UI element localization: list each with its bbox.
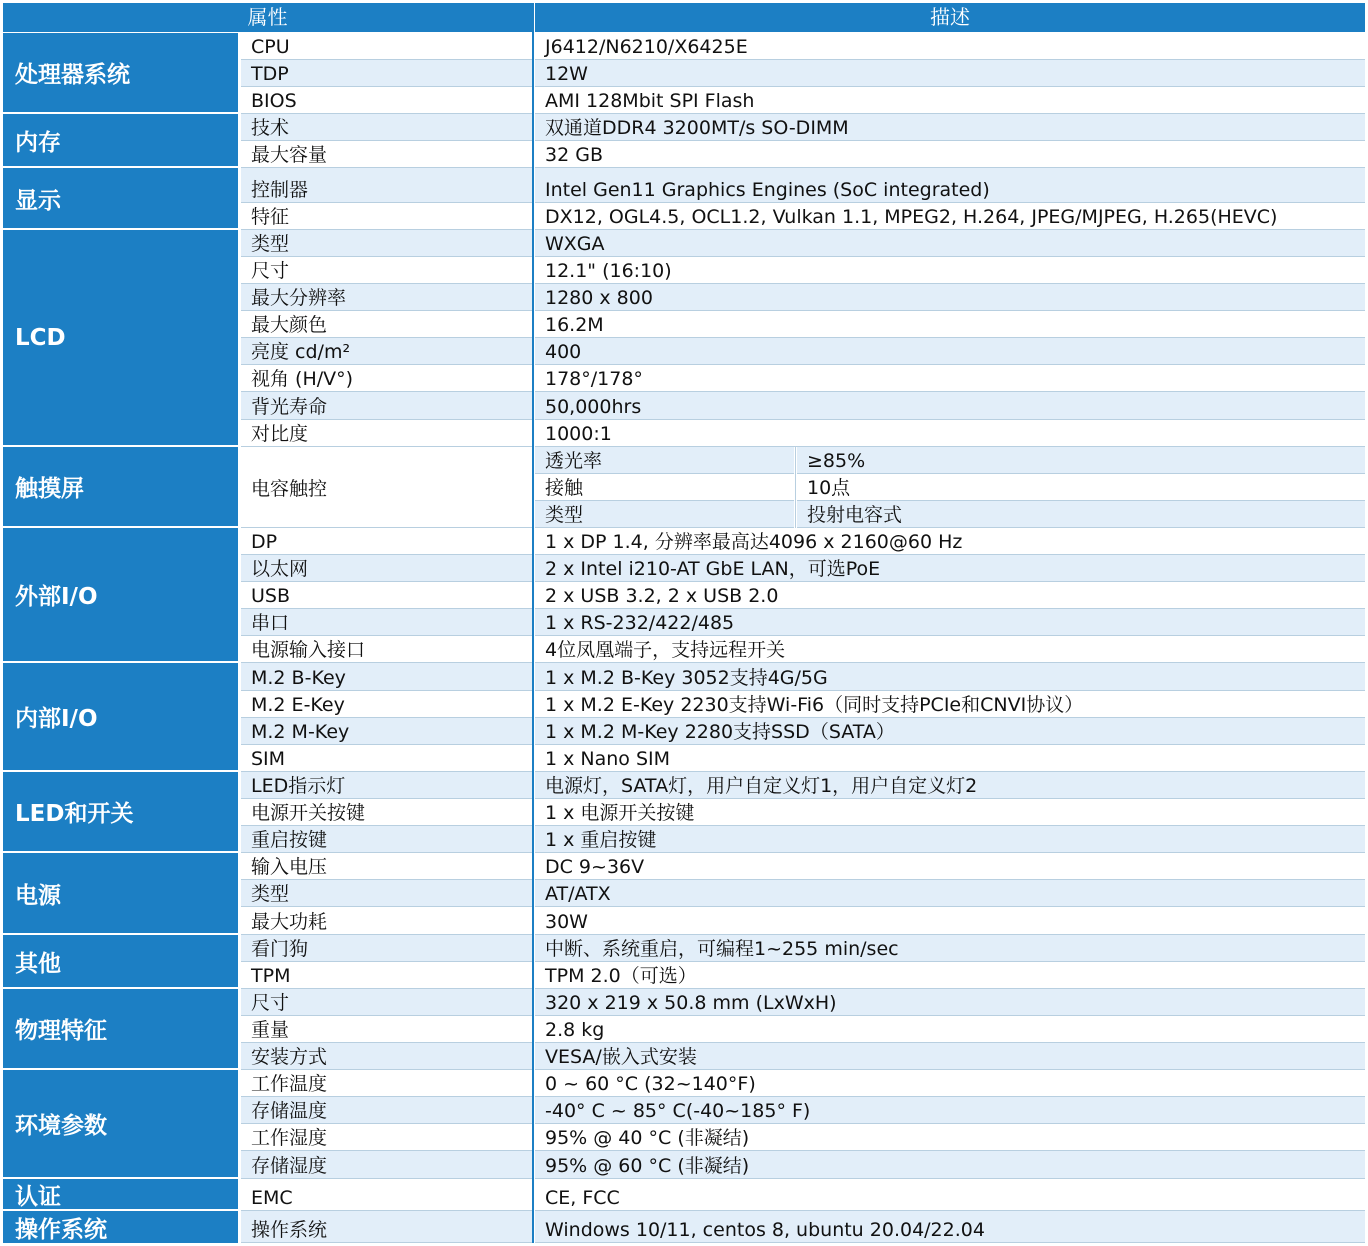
category-cell: 认证 (3, 1179, 238, 1209)
value-cell: 320 x 219 x 50.8 mm (LxWxH) (535, 989, 1365, 1016)
value-cell: 95% @ 60 °C (非凝结) (535, 1151, 1365, 1179)
value-cell: DC 9~36V (535, 853, 1365, 880)
value-cell: 12W (535, 60, 1365, 87)
attribute-cell: EMC (241, 1179, 532, 1211)
attribute-cell: TDP (241, 60, 532, 87)
category-cell: 触摸屏 (3, 447, 238, 526)
attribute-cell: LED指示灯 (241, 772, 532, 799)
attribute-cell: 类型 (241, 880, 532, 907)
value-cell: 1 x RS-232/422/485 (535, 609, 1365, 636)
attribute-cell: 重启按键 (241, 826, 532, 853)
attribute-cell: CPU (241, 33, 532, 60)
attribute-cell: 背光寿命 (241, 392, 532, 420)
category-cell: 外部I/O (3, 528, 238, 661)
sub-attribute-cell: 透光率 (535, 447, 794, 474)
attribute-cell: 特征 (241, 203, 532, 230)
sub-attribute-cell: 接触 (535, 474, 794, 501)
attribute-cell: M.2 M-Key (241, 718, 532, 745)
attribute-cell: 尺寸 (241, 257, 532, 284)
value-cell: 178°/178° (535, 365, 1365, 392)
value-cell: 95% @ 40 °C (非凝结) (535, 1124, 1365, 1151)
value-cell: DX12, OGL4.5, OCL1.2, Vulkan 1.1, MPEG2, H.264, JPEG/MJPEG, H.265(HEVC) (535, 203, 1365, 230)
value-cell: AT/ATX (535, 880, 1365, 907)
attribute-cell: 视角 (H/V°) (241, 365, 532, 392)
attribute-cell: 工作温度 (241, 1070, 532, 1097)
attribute-cell: 操作系统 (241, 1211, 532, 1243)
value-cell: 400 (535, 338, 1365, 365)
attribute-cell: 安装方式 (241, 1043, 532, 1070)
header-attribute: 属性 (3, 3, 532, 32)
value-cell: 电源灯，SATA灯，用户自定义灯1，用户自定义灯2 (535, 772, 1365, 799)
category-cell: 内部I/O (3, 663, 238, 770)
category-cell: 内存 (3, 114, 238, 166)
category-cell: 操作系统 (3, 1211, 238, 1243)
value-cell: ≥85% (797, 447, 1365, 474)
attribute-cell: 以太网 (241, 555, 532, 582)
value-cell: 中断、系统重启，可编程1~255 min/sec (535, 935, 1365, 962)
attribute-cell: 串口 (241, 609, 532, 636)
value-cell: 1280 x 800 (535, 284, 1365, 311)
value-cell: AMI 128Mbit SPI Flash (535, 87, 1365, 114)
attribute-cell: 工作湿度 (241, 1124, 532, 1151)
attribute-cell: 技术 (241, 114, 532, 141)
value-cell: VESA/嵌入式安装 (535, 1043, 1365, 1070)
value-cell: -40° C ~ 85° C(-40~185° F) (535, 1097, 1365, 1124)
attribute-cell: 尺寸 (241, 989, 532, 1016)
attribute-cell: 重量 (241, 1016, 532, 1043)
column-divider (532, 3, 534, 1243)
value-cell: 1 x M.2 M-Key 2280支持SSD（SATA） (535, 718, 1365, 745)
category-cell: 处理器系统 (3, 33, 238, 112)
category-cell: 其他 (3, 935, 238, 987)
attribute-cell: 最大功耗 (241, 907, 532, 935)
value-cell: 2 x Intel i210-AT GbE LAN，可选PoE (535, 555, 1365, 582)
value-cell: 1 x M.2 B-Key 3052支持4G/5G (535, 663, 1365, 691)
value-cell: 1 x Nano SIM (535, 745, 1365, 772)
value-cell: 1 x M.2 E-Key 2230支持Wi-Fi6（同时支持PCIe和CNVI协议） (535, 691, 1365, 718)
attribute-cell: M.2 B-Key (241, 663, 532, 691)
value-cell: 10点 (797, 474, 1365, 501)
attribute-cell: 电容触控 (241, 447, 532, 528)
attribute-cell: 看门狗 (241, 935, 532, 962)
value-cell: 12.1" (16:10) (535, 257, 1365, 284)
value-cell: 4位凤凰端子，支持远程开关 (535, 636, 1365, 663)
value-cell: 双通道DDR4 3200MT/s SO-DIMM (535, 114, 1365, 141)
value-cell: Intel Gen11 Graphics Engines (SoC integrated) (535, 168, 1365, 203)
attribute-cell: 存储湿度 (241, 1151, 532, 1179)
value-cell: 0 ~ 60 °C (32~140°F) (535, 1070, 1365, 1097)
value-cell: 32 GB (535, 141, 1365, 168)
attribute-cell: 类型 (241, 230, 532, 257)
attribute-cell: TPM (241, 962, 532, 989)
value-cell: Windows 10/11, centos 8, ubuntu 20.04/22.04 (535, 1211, 1365, 1243)
attribute-cell: USB (241, 582, 532, 609)
value-cell: 1 x 重启按键 (535, 826, 1365, 853)
category-cell: LCD (3, 230, 238, 445)
attribute-cell: 输入电压 (241, 853, 532, 880)
value-cell: TPM 2.0（可选） (535, 962, 1365, 989)
attribute-cell: 最大分辨率 (241, 284, 532, 311)
attribute-cell: BIOS (241, 87, 532, 114)
attribute-cell: 控制器 (241, 168, 532, 203)
category-cell: 物理特征 (3, 989, 238, 1068)
value-cell: 投射电容式 (797, 501, 1365, 528)
attribute-cell: 亮度 cd/m² (241, 338, 532, 365)
value-cell: 30W (535, 907, 1365, 935)
value-cell: 2.8 kg (535, 1016, 1365, 1043)
value-cell: 1000:1 (535, 420, 1365, 447)
attribute-cell: 对比度 (241, 420, 532, 447)
attribute-cell: DP (241, 528, 532, 555)
category-cell: LED和开关 (3, 772, 238, 851)
value-cell: WXGA (535, 230, 1365, 257)
value-cell: J6412/N6210/X6425E (535, 33, 1365, 60)
value-cell: 1 x 电源开关按键 (535, 799, 1365, 826)
attribute-cell: M.2 E-Key (241, 691, 532, 718)
attribute-cell: 最大颜色 (241, 311, 532, 338)
attribute-cell: 电源输入接口 (241, 636, 532, 663)
category-cell: 环境参数 (3, 1070, 238, 1177)
category-cell: 电源 (3, 853, 238, 933)
attribute-cell: 最大容量 (241, 141, 532, 168)
value-cell: 2 x USB 3.2, 2 x USB 2.0 (535, 582, 1365, 609)
attribute-cell: 电源开关按键 (241, 799, 532, 826)
value-cell: CE, FCC (535, 1179, 1365, 1211)
value-cell: 16.2M (535, 311, 1365, 338)
value-cell: 50,000hrs (535, 392, 1365, 420)
attribute-cell: 存储温度 (241, 1097, 532, 1124)
sub-column-divider (795, 447, 796, 528)
sub-attribute-cell: 类型 (535, 501, 794, 528)
category-cell: 显示 (3, 168, 238, 228)
attribute-cell: SIM (241, 745, 532, 772)
header-description: 描述 (535, 3, 1365, 32)
value-cell: 1 x DP 1.4, 分辨率最高达4096 x 2160@60 Hz (535, 528, 1365, 555)
